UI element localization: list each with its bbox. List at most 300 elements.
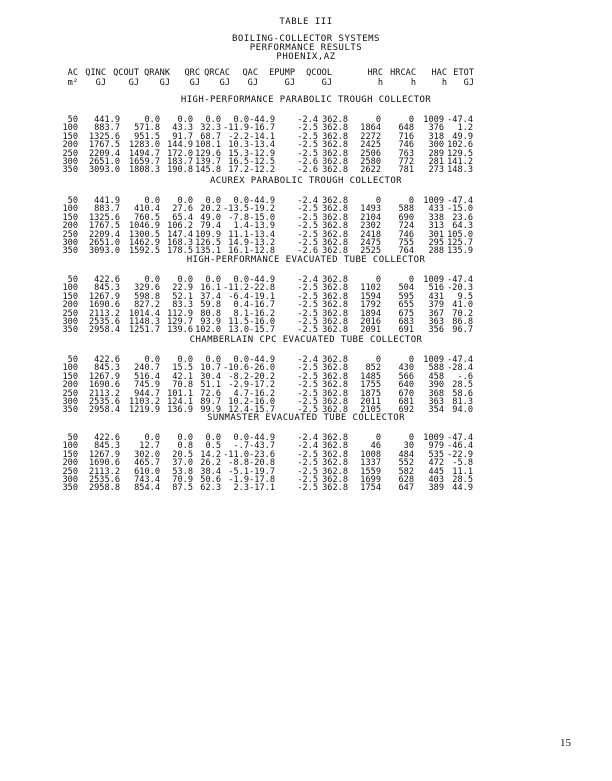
column-header-unit: h [441, 78, 447, 88]
column-header-qcool [306, 68, 332, 88]
table-cell: 37.4 [200, 291, 221, 302]
table-cell: 135.9 [447, 246, 473, 257]
table-cell: -2.5 [297, 204, 318, 215]
table-cell: 96.7 [452, 325, 473, 336]
table-cell: 27.6 [172, 204, 193, 215]
column-header-unit: GJ [321, 78, 332, 88]
table-cell: 465.7 [134, 458, 160, 469]
table-cell: 105.0 [447, 229, 473, 240]
table-cell: -2.4 [297, 433, 318, 443]
table-cell: 0.0 [233, 115, 249, 125]
table-cell: 250 [62, 466, 78, 477]
table-cell: 883.7 [94, 204, 120, 215]
table-cell: 362.8 [322, 397, 348, 407]
column-header-label: ETOT [453, 68, 474, 78]
table-cell: -2.4 [297, 275, 318, 285]
table-cell: -2.5 [297, 131, 318, 142]
table-cell: 41.0 [452, 300, 473, 311]
table-cell: 10.7 [200, 363, 221, 374]
column-header-label: QCOOL [306, 68, 332, 78]
table-cell: 1283.0 [128, 140, 160, 151]
table-cell: -5.8 [452, 458, 473, 469]
table-cell: -2.5 [297, 466, 318, 477]
table-cell: 363 [428, 317, 444, 327]
table-cell: 49.9 [452, 131, 473, 142]
table-cell: -12.2 [249, 165, 275, 176]
table-cell: 145.8 [195, 165, 221, 176]
table-cell: 300 [62, 475, 78, 485]
table-cell: 670 [398, 388, 414, 399]
table-cell: 83.3 [172, 300, 193, 311]
table-cell: 760.5 [134, 212, 160, 223]
table-cell: 516.4 [134, 371, 160, 382]
table-cell: 150 [62, 291, 78, 302]
table-cell: 240.7 [134, 363, 160, 374]
table-cell: -20.3 [447, 283, 473, 294]
column-header-qcout [113, 68, 139, 88]
table-cell: -8.8 [228, 458, 249, 469]
table-cell: 2651.0 [88, 238, 120, 248]
table-cell: 845.3 [94, 283, 120, 294]
table-cell: -1.9 [228, 475, 249, 485]
table-cell: 595 [398, 291, 414, 302]
table-cell: 2506 [360, 148, 381, 159]
table-cell: 362.8 [322, 165, 348, 176]
table-cell: 362.8 [322, 140, 348, 151]
table-cell: 51.1 [200, 380, 221, 391]
table-cell: 0.0 [177, 115, 193, 125]
table-cell: 535 [428, 449, 444, 460]
table-cell: 362.8 [322, 380, 348, 391]
table-cell: 472 [428, 458, 444, 469]
table-cell: 8.1 [233, 308, 249, 319]
column-header-qrank [144, 68, 170, 88]
table-cell: 2113.2 [88, 466, 120, 477]
table-cell: 362.8 [322, 405, 348, 416]
table-cell: -2.5 [297, 397, 318, 407]
table-cell: 2958.4 [88, 325, 120, 336]
table-cell: 0.0 [233, 196, 249, 206]
column-header-unit: GJ [128, 78, 139, 88]
table-cell: 367 [428, 308, 444, 319]
table-cell: -44.9 [249, 275, 275, 285]
table-cell: 289 [428, 148, 444, 159]
table-cell: 126.5 [195, 238, 221, 248]
table-cell: 288 [428, 246, 444, 257]
table-cell: 14.2 [200, 449, 221, 460]
table-cell: 362.8 [322, 466, 348, 477]
table-cell: 445 [428, 466, 444, 477]
table-cell: -47.4 [447, 115, 473, 125]
table-cell: 350 [62, 325, 78, 336]
column-header-unit: GJ [95, 78, 106, 88]
table-cell: 368 [428, 388, 444, 399]
table-cell: 129.5 [447, 148, 473, 159]
table-cell: 716 [398, 131, 414, 142]
table-cell: 26.2 [200, 458, 221, 469]
table-cell: 20.5 [172, 449, 193, 460]
table-cell: 183.7 [167, 157, 193, 167]
table-cell: 52.1 [172, 291, 193, 302]
table-cell: 422.6 [94, 275, 120, 285]
column-header-unit: h [377, 78, 383, 88]
table-cell: 91.7 [172, 131, 193, 142]
table-cell: -13.4 [249, 229, 275, 240]
table-cell: 362.8 [322, 363, 348, 374]
table-cell: 3093.0 [88, 246, 120, 257]
table-cell: 58.6 [452, 388, 473, 399]
table-cell: 70.2 [452, 308, 473, 319]
table-cell: 1325.6 [88, 212, 120, 223]
table-cell: 109.9 [195, 229, 221, 240]
section-title: CHAMBERLAIN CPC EVACUATED TUBE COLLECTOR [189, 335, 423, 345]
table-cell: 200 [62, 221, 78, 232]
table-cell: -15.0 [447, 204, 473, 215]
table-cell: 3093.0 [88, 165, 120, 176]
table-cell: 566 [398, 371, 414, 382]
table-cell: -14.1 [249, 131, 275, 142]
table-cell: 4.7 [233, 388, 249, 399]
table-cell: 64.3 [452, 221, 473, 232]
table-cell: -12.8 [249, 246, 275, 257]
table-cell: 124.1 [167, 397, 193, 407]
table-cell: 1300.5 [128, 229, 160, 240]
column-header-label: QAC [242, 68, 258, 78]
section-title: SUNMASTER EVACUATED TUBE COLLECTOR [207, 413, 405, 423]
table-cell: -2.5 [297, 308, 318, 319]
table-cell: 135.1 [195, 246, 221, 257]
table-cell: 1337 [360, 458, 381, 469]
table-cell: 139.7 [195, 157, 221, 167]
table-cell: 100 [62, 204, 78, 215]
table-cell: -22.8 [249, 283, 275, 294]
table-cell: 28.5 [452, 475, 473, 485]
table-cell: 362.8 [322, 291, 348, 302]
table-cell: 1690.6 [88, 380, 120, 391]
table-cell: 17.2 [228, 165, 249, 176]
table-cell: 683 [398, 317, 414, 327]
table-cell: 362.8 [322, 123, 348, 134]
table-cell: 655 [398, 300, 414, 311]
table-cell: 951.5 [134, 131, 160, 142]
column-header-unit: GJ [463, 78, 474, 88]
table-cell: 362.8 [322, 212, 348, 223]
table-cell: 250 [62, 229, 78, 240]
table-cell: 16.1 [200, 283, 221, 294]
table-cell: 0.5 [205, 441, 221, 452]
table-cell: -2.6 [297, 246, 318, 257]
column-header-unit: GJ [284, 78, 295, 88]
table-cell: 42.1 [172, 371, 193, 382]
section-title: HIGH-PERFORMANCE PARABOLIC TROUGH COLLECTOR [180, 95, 432, 105]
table-cell: 944.7 [134, 388, 160, 399]
table-cell: 648 [398, 123, 414, 134]
table-cell: 0 [408, 196, 414, 206]
table-cell: 338 [428, 212, 444, 223]
column-header-unit: m² [67, 78, 78, 88]
table-cell: 86.8 [452, 317, 473, 327]
table-cell: -19.7 [249, 466, 275, 477]
table-cell: 845.3 [94, 363, 120, 374]
table-cell: 62.3 [200, 483, 221, 494]
table-cell: -47.4 [447, 355, 473, 365]
table-cell: 484 [398, 449, 414, 460]
table-cell: 0 [408, 115, 414, 125]
column-header-label: EPUMP [269, 68, 295, 78]
table-row [0, 483, 612, 493]
table-cell: 101.1 [167, 388, 193, 399]
table-cell: 2535.6 [88, 475, 120, 485]
table-cell: 0.0 [205, 433, 221, 443]
table-cell: 743.4 [134, 475, 160, 485]
table-cell: 30 [403, 441, 414, 452]
column-header-hrc [367, 68, 383, 88]
table-cell: 1014.4 [128, 308, 160, 319]
table-cell: 0.4 [233, 300, 249, 311]
table-cell: 22.9 [172, 283, 193, 294]
table-cell: -2.5 [297, 405, 318, 416]
column-header-label: AC [67, 68, 78, 78]
table-cell: 150 [62, 371, 78, 382]
table-cell: 504 [398, 283, 414, 294]
table-cell: 979 [428, 441, 444, 452]
table-cell: 0.0 [233, 433, 249, 443]
table-cell: 1485 [360, 371, 381, 382]
table-cell: 1493 [360, 204, 381, 215]
table-cell: 1594 [360, 291, 381, 302]
table-cell: 13.0 [228, 325, 249, 336]
table-cell: 1009 [423, 355, 444, 365]
table-cell: 53.8 [172, 466, 193, 477]
column-header-qinc [85, 68, 106, 88]
table-cell: -28.4 [447, 363, 473, 374]
table-cell: 441.9 [94, 115, 120, 125]
column-header-qrc [184, 68, 200, 88]
table-cell: 80.8 [200, 308, 221, 319]
table-cell: 0 [375, 196, 381, 206]
table-cell: 15.5 [172, 363, 193, 374]
table-cell: -2.5 [297, 221, 318, 232]
table-cell: 102.0 [195, 325, 221, 336]
table-cell: 300 [62, 397, 78, 407]
table-cell: 1.2 [457, 123, 473, 134]
table-cell: 2418 [360, 229, 381, 240]
table-cell: 1754 [360, 483, 381, 494]
table-cell: 362.8 [322, 449, 348, 460]
column-header-unit: GJ [219, 78, 230, 88]
table-cell: 362.8 [322, 275, 348, 285]
table-cell: 2958.8 [88, 483, 120, 494]
table-cell: -2.5 [297, 363, 318, 374]
table-cell: 410.4 [134, 204, 160, 215]
table-cell: -16.0 [249, 397, 275, 407]
table-cell: -2.5 [297, 283, 318, 294]
table-cell: -2.5 [297, 229, 318, 240]
table-cell: 2622 [360, 165, 381, 176]
table-cell: 1559 [360, 466, 381, 477]
table-cell: -17.2 [249, 380, 275, 391]
table-cell: 362.8 [322, 115, 348, 125]
table-cell: -43.7 [249, 441, 275, 452]
table-cell: 350 [62, 483, 78, 494]
column-header-unit: h [410, 78, 416, 88]
table-cell: 389 [428, 483, 444, 494]
table-cell: 827.2 [134, 300, 160, 311]
table-cell: 2104 [360, 212, 381, 223]
table-cell: 59.8 [200, 300, 221, 311]
table-cell: -2.5 [297, 212, 318, 223]
table-cell: 136.9 [167, 405, 193, 416]
table-cell: 0 [408, 355, 414, 365]
column-header-hrcac [390, 68, 416, 88]
table-cell: 1792 [360, 300, 381, 311]
table-cell: -2.4 [297, 115, 318, 125]
table-cell: 1767.5 [88, 221, 120, 232]
table-cell: 87.5 [172, 483, 193, 494]
table-cell: 430 [398, 363, 414, 374]
section-title: ACUREX PARABOLIC TROUGH COLLECTOR [209, 176, 402, 186]
table-cell: 129.7 [167, 317, 193, 327]
table-cell: 362.8 [322, 229, 348, 240]
table-cell: 2105 [360, 405, 381, 416]
table-cell: 362.8 [322, 148, 348, 159]
table-cell: 356 [428, 325, 444, 336]
table-cell: 1864 [360, 123, 381, 134]
table-cell: -13.9 [249, 221, 275, 232]
table-cell: 150 [62, 131, 78, 142]
table-cell: 273 [428, 165, 444, 176]
table-cell: 93.9 [200, 317, 221, 327]
table-cell: 362.8 [322, 458, 348, 469]
table-cell: -2.5 [297, 140, 318, 151]
table-cell: 883.7 [94, 123, 120, 134]
table-cell: 362.8 [322, 283, 348, 294]
table-cell: 362.8 [322, 433, 348, 443]
table-cell: 0.8 [177, 441, 193, 452]
table-cell: 376 [428, 123, 444, 134]
table-cell: 1103.2 [128, 397, 160, 407]
table-cell: 37.0 [172, 458, 193, 469]
table-cell: 675 [398, 308, 414, 319]
table-cell: 1267.9 [88, 371, 120, 382]
table-cell: 1808.3 [128, 165, 160, 176]
table-cell: -2.2 [228, 131, 249, 142]
table-cell: -2.5 [297, 300, 318, 311]
table-cell: 571.8 [134, 123, 160, 134]
table-cell: -15.0 [249, 212, 275, 223]
table-cell: 250 [62, 148, 78, 159]
table-cell: -2.5 [297, 449, 318, 460]
table-cell: -46.4 [447, 441, 473, 452]
table-cell: -2.4 [297, 441, 318, 452]
table-cell: -17.1 [249, 483, 275, 494]
table-cell: 582 [398, 466, 414, 477]
table-cell: 79.4 [200, 221, 221, 232]
table-cell: -44.9 [249, 433, 275, 443]
table-cell: 9.5 [457, 291, 473, 302]
table-cell: 100 [62, 441, 78, 452]
table-cell: 390 [428, 380, 444, 391]
table-cell: -12.9 [249, 148, 275, 159]
table-cell: 0.0 [177, 433, 193, 443]
table-cell: -10.6 [223, 363, 249, 374]
table-cell: 2011 [360, 397, 381, 407]
table-cell: 1251.7 [128, 325, 160, 336]
table-cell: 50 [67, 275, 78, 285]
table-cell: 1767.5 [88, 140, 120, 151]
table-cell: 1009 [423, 433, 444, 443]
table-cell: 852 [365, 363, 381, 374]
column-header-etot [453, 68, 474, 88]
table-cell: -2.9 [228, 380, 249, 391]
table-cell: 301 [428, 229, 444, 240]
table-cell: 1690.6 [88, 300, 120, 311]
table-cell: 190.8 [167, 165, 193, 176]
table-cell: 178.5 [167, 246, 193, 257]
table-cell: 362.8 [322, 308, 348, 319]
table-cell: 362.8 [322, 317, 348, 327]
table-cell: 1009 [423, 275, 444, 285]
table-cell: 1462.9 [128, 238, 160, 248]
table-cell: 610.0 [134, 466, 160, 477]
table-cell: 0.0 [205, 355, 221, 365]
table-cell: 38.4 [200, 466, 221, 477]
table-cell: 50 [67, 196, 78, 206]
table-cell: 1659.7 [128, 157, 160, 167]
table-cell: 362.8 [322, 475, 348, 485]
table-cell: -2.5 [297, 371, 318, 382]
table-cell: 1009 [423, 196, 444, 206]
table-row [0, 165, 612, 175]
table-cell: 1875 [360, 388, 381, 399]
table-cell: 588 [398, 204, 414, 215]
table-cell: 2091 [360, 325, 381, 336]
table-cell: -16.0 [249, 317, 275, 327]
table-cell: -20.8 [249, 458, 275, 469]
table-cell: 0.0 [205, 115, 221, 125]
table-cell: 168.3 [167, 238, 193, 248]
table-cell: -2.5 [297, 325, 318, 336]
table-cell: 746 [398, 140, 414, 151]
table-cell: 362.8 [322, 221, 348, 232]
table-cell: 200 [62, 380, 78, 391]
table-cell: -12.5 [249, 157, 275, 167]
table-cell: 148.3 [447, 165, 473, 176]
table-cell: 0 [408, 275, 414, 285]
table-cell: 12.7 [139, 441, 160, 452]
table-cell: 0.0 [233, 275, 249, 285]
table-cell: 200 [62, 140, 78, 151]
table-cell: 2209.4 [88, 229, 120, 240]
table-cell: -16.7 [249, 123, 275, 134]
table-cell: 362.8 [322, 388, 348, 399]
table-cell: 746 [398, 229, 414, 240]
table-cell: -47.4 [447, 196, 473, 206]
table-cell: 43.3 [172, 123, 193, 134]
column-header-label: HRC [367, 68, 383, 78]
table-cell: 2651.0 [88, 157, 120, 167]
table-cell: 362.8 [322, 325, 348, 336]
table-cell: 1690.6 [88, 458, 120, 469]
table-cell: -16.7 [249, 300, 275, 311]
table-cell: -26.0 [249, 363, 275, 374]
table-cell: 172.0 [167, 148, 193, 159]
column-header-label: HRCAC [390, 68, 416, 78]
table-cell: -19.1 [249, 291, 275, 302]
table-cell: -2.5 [297, 291, 318, 302]
table-cell: -17.8 [249, 475, 275, 485]
table-cell: 690 [398, 212, 414, 223]
